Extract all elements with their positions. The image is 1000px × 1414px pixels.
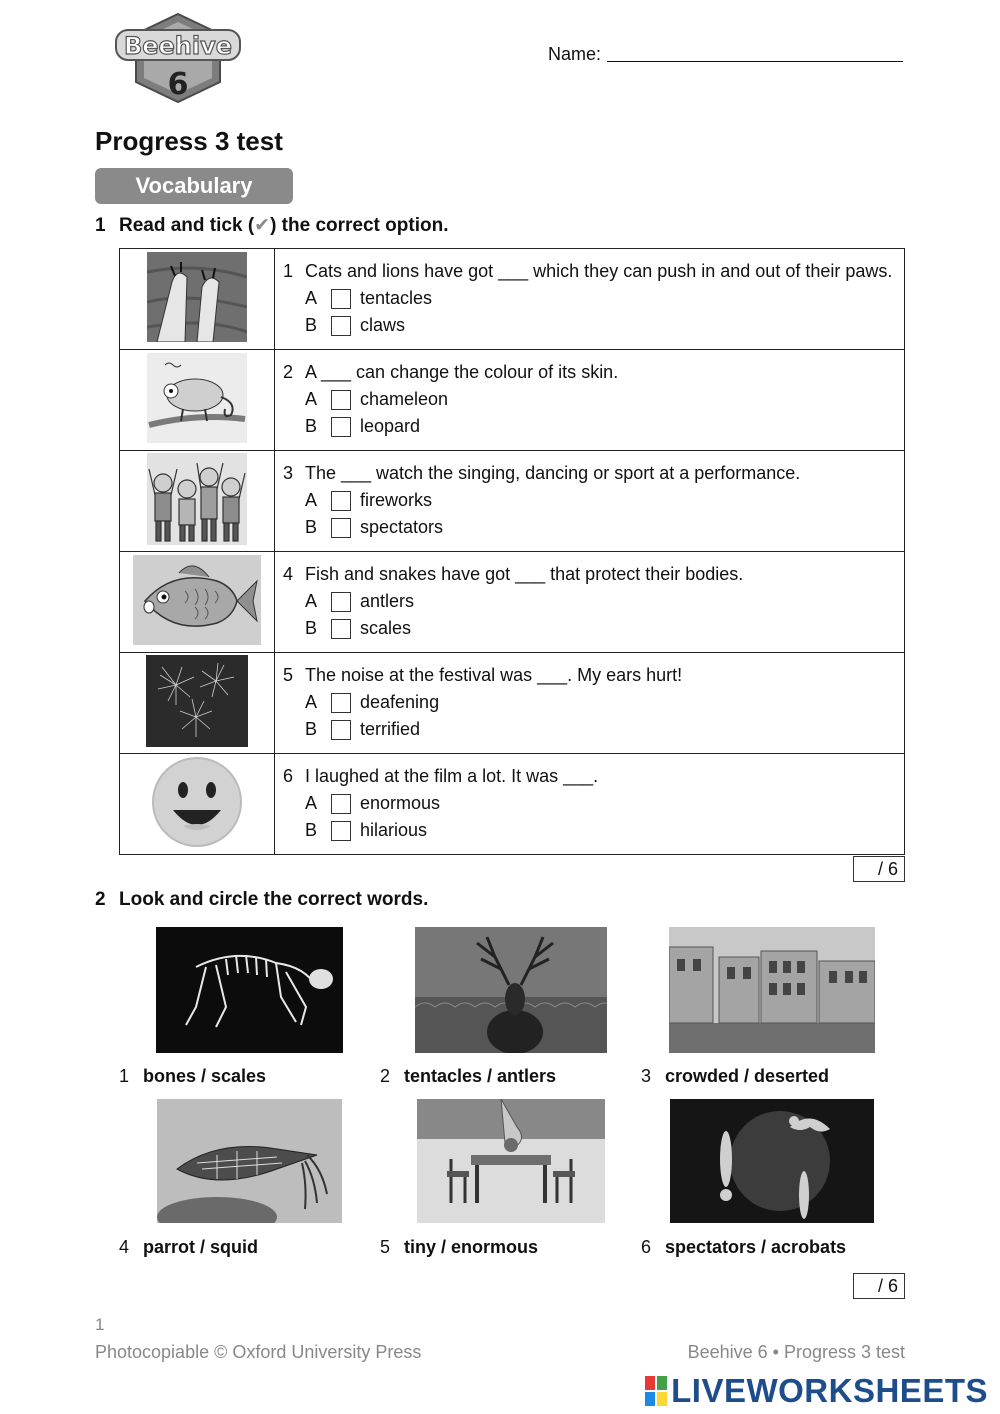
tick-box[interactable]: [331, 390, 351, 410]
q2-item[interactable]: 1 bones / scales: [119, 1066, 267, 1086]
svg-text:6: 6: [167, 67, 189, 102]
question-stem: 2 A ___ can change the colour of its skin.: [283, 362, 619, 382]
acrobats-photo: [670, 1099, 874, 1223]
q2-item[interactable]: 5 tiny / enormous: [380, 1237, 539, 1257]
q2-item[interactable]: 3 crowded / deserted: [641, 1066, 830, 1086]
q1-row: [120, 653, 905, 754]
name-field[interactable]: [548, 44, 903, 65]
option-b: B leopard: [305, 416, 421, 436]
q2-score-box: / 6: [853, 1273, 905, 1299]
fish-picture: [133, 555, 261, 645]
option-b: B hilarious: [305, 820, 428, 840]
q1-score-box: / 6: [853, 856, 905, 882]
liveworksheets-watermark: LIVEWORKSHEETS: [645, 1372, 988, 1410]
question-stem: 5 The noise at the festival was ___. My ears hurt!: [283, 665, 683, 685]
q2-item[interactable]: 4 parrot / squid: [119, 1237, 259, 1257]
spectators-picture: [147, 453, 247, 545]
q1-row: [120, 350, 905, 451]
tick-box[interactable]: [331, 693, 351, 713]
q1-row: [120, 451, 905, 552]
square-photo: [669, 927, 875, 1053]
skeleton-photo: [156, 927, 343, 1053]
option-b: B claws: [305, 315, 406, 335]
question-stem: 3 The ___ watch the singing, dancing or sport at a performance.: [283, 463, 801, 483]
option-a: A chameleon: [305, 389, 449, 409]
option-b: B spectators: [305, 517, 444, 537]
beehive-logo: [112, 12, 244, 104]
page-number: 1: [95, 1315, 105, 1334]
liveworksheets-logo-icon: [645, 1376, 667, 1406]
tick-box[interactable]: [331, 491, 351, 511]
option-a: A antlers: [305, 591, 415, 611]
tick-box[interactable]: [331, 720, 351, 740]
deer-photo: [415, 927, 607, 1053]
claws-picture: [147, 252, 247, 342]
question-stem: 6 I laughed at the film a lot. It was ___.: [283, 766, 599, 786]
tick-box[interactable]: [331, 316, 351, 336]
squid-photo: [157, 1099, 342, 1223]
option-a: A enormous: [305, 793, 441, 813]
name-label: Name:: [548, 44, 602, 64]
q1-row: [120, 754, 905, 855]
q2-item[interactable]: 2 tentacles / antlers: [380, 1066, 557, 1086]
q2-heading: 2 Look and circle the correct words.: [95, 889, 429, 910]
table-photo: [417, 1099, 605, 1223]
copyright-text: Photocopiable © Oxford University Press: [95, 1342, 422, 1362]
option-b: B terrified: [305, 719, 421, 739]
tick-icon: ✔: [254, 215, 271, 236]
tick-box[interactable]: [331, 794, 351, 814]
fireworks-picture: [146, 655, 248, 747]
chameleon-picture: [147, 353, 247, 443]
page-title: Progress 3 test: [95, 126, 283, 156]
smiley-picture: [149, 756, 245, 848]
q1-heading: 1 Read and tick (✔) the correct option.: [95, 215, 449, 236]
question-stem: 4 Fish and snakes have got ___ that protect their bodies.: [283, 564, 744, 584]
q1-row: [120, 552, 905, 653]
tick-box[interactable]: [331, 619, 351, 639]
tick-box[interactable]: [331, 289, 351, 309]
option-a: A tentacles: [305, 288, 433, 308]
section-badge: Vocabulary: [95, 168, 293, 204]
svg-text:Beehive: Beehive: [123, 32, 233, 60]
tick-box[interactable]: [331, 592, 351, 612]
option-a: A fireworks: [305, 490, 433, 510]
tick-box[interactable]: [331, 821, 351, 841]
footer-title: Beehive 6 • Progress 3 test: [687, 1342, 905, 1362]
q1-table: [119, 248, 905, 855]
option-a: A deafening: [305, 692, 440, 712]
name-underline[interactable]: [607, 44, 903, 62]
tick-box[interactable]: [331, 417, 351, 437]
option-b: B scales: [305, 618, 412, 638]
tick-box[interactable]: [331, 518, 351, 538]
q2-item[interactable]: 6 spectators / acrobats: [641, 1237, 847, 1257]
q1-row: [120, 249, 905, 350]
question-stem: 1 Cats and lions have got ___ which they can push in and out of their paws.: [283, 261, 893, 281]
